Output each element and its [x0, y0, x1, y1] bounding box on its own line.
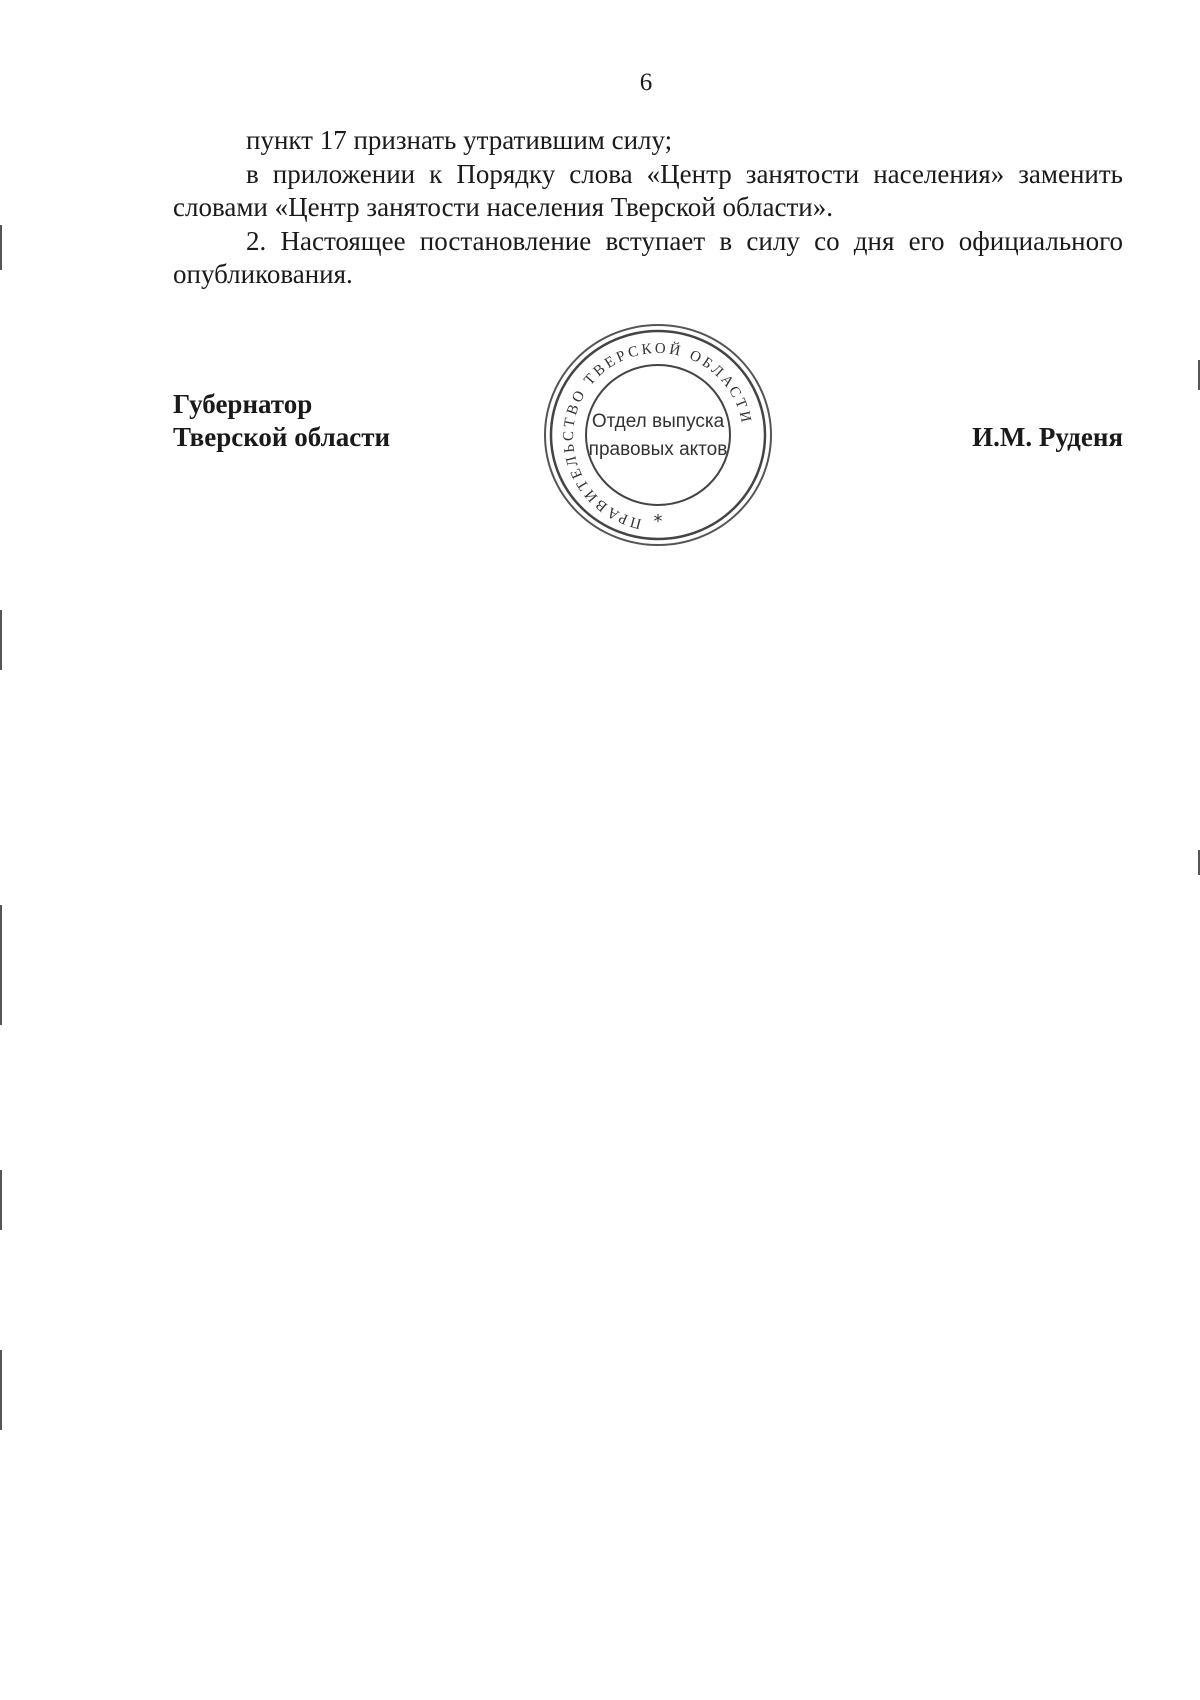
paragraph: в приложении к Порядку слова «Центр занятости населения» заменить словами «Центр занятости населения Тверской области». [173, 158, 1123, 222]
signatory-title-line: Губернатор [173, 389, 313, 419]
scan-edge-mark [0, 610, 2, 670]
scan-edge-mark [0, 905, 2, 1025]
paragraph: 2. Настоящее постановление вступает в силу со дня его официального опубликования. [173, 225, 1123, 289]
official-seal-stamp [542, 322, 774, 548]
seal-ring-text: ПРАВИТЕЛЬСТВО ТВЕРСКОЙ ОБЛАСТИ [560, 340, 755, 532]
body-text [173, 124, 1123, 292]
signatory-title [173, 388, 390, 454]
seal-center-line: правовых актов [588, 439, 728, 460]
scan-edge-mark [0, 1170, 2, 1230]
paragraph: пункт 17 признать утратившим силу; [246, 125, 673, 155]
scan-edge-mark [0, 1350, 2, 1430]
signatory-name: И.М. Руденя [972, 422, 1123, 452]
signatory-title-line: Тверской области [173, 422, 391, 452]
scan-edge-mark [0, 225, 2, 270]
seal-star: * [653, 511, 663, 532]
seal-center-line: Отдел выпуска [591, 411, 725, 432]
page-number: 6 [639, 69, 653, 96]
